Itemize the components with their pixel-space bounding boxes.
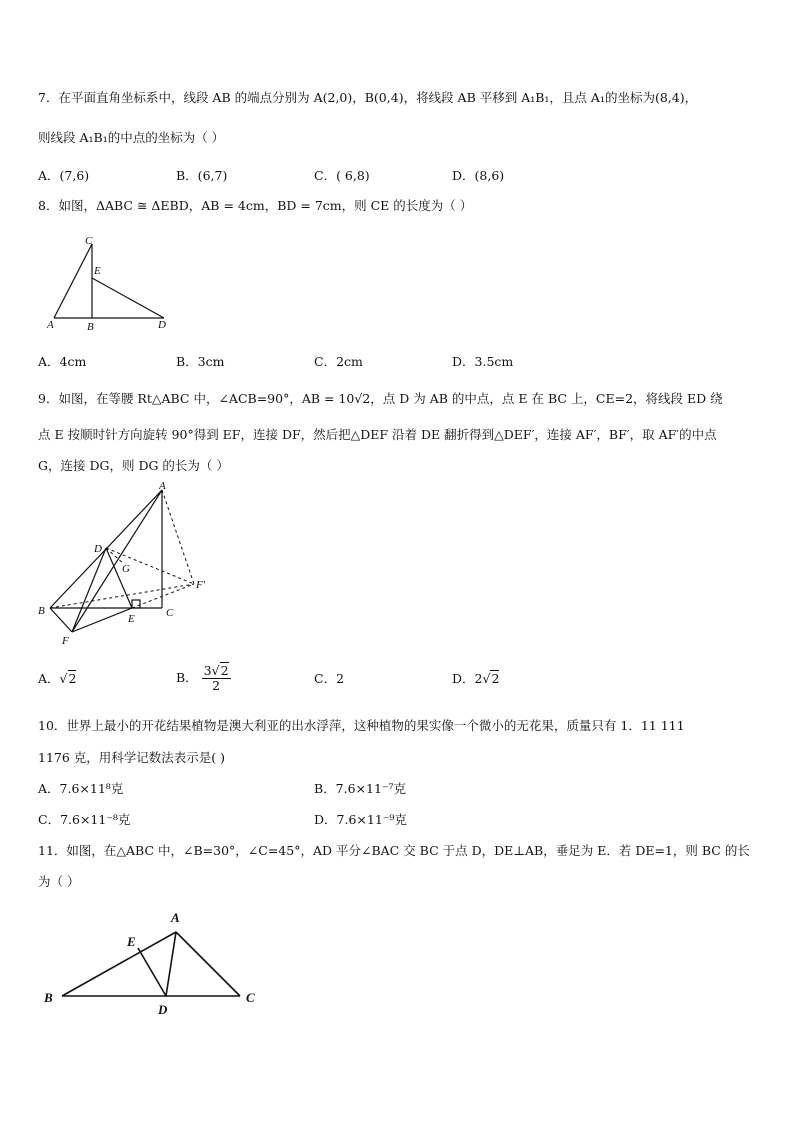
q9-option-c: C．2 <box>314 671 345 686</box>
q8-option-c: C．2cm <box>314 354 363 369</box>
q9-line3: G，连接 DG，则 DG 的长为（ ） <box>38 458 229 473</box>
q9-figure <box>32 476 222 648</box>
q9-segment-bf <box>50 608 72 632</box>
q8-line1: 8．如图，ΔABC ≅ ΔEBD，AB = 4cm，BD = 7cm，则 CE 的长度为（ ） <box>38 198 473 213</box>
q11-label-e: E <box>127 934 136 949</box>
q9-dashed-af-prime <box>162 490 194 584</box>
q11-label-b: B <box>44 990 53 1005</box>
q9-right-angle-mark <box>132 600 140 608</box>
q9-label-c: C <box>166 607 174 619</box>
q8-option-b: B．3cm <box>176 354 225 369</box>
q11-label-a: A <box>171 910 180 925</box>
q9-segment-ef <box>72 608 132 632</box>
q9-dashed-bf-prime <box>50 584 194 608</box>
q9-line2: 点 E 按顺时针方向旋转 90°得到 EF，连接 DF，然后把△DEF 沿着 DE 翻折得到△DEF′，连接 AF′，BF′，取 AF′的中点 <box>38 427 717 442</box>
q8-option-a: A．4cm <box>38 354 87 369</box>
q9-label-e: E <box>128 613 135 625</box>
q9-dashed-ef-prime <box>132 584 194 608</box>
q7-line2: 则线段 A₁B₁的中点的坐标为（ ） <box>38 130 225 145</box>
q11-segment-de <box>138 948 166 996</box>
q10-option-b: B．7.6×11⁻⁷克 <box>314 781 407 796</box>
q8-label-e: E <box>94 265 101 277</box>
q7-option-b: B．(6,7) <box>176 168 228 183</box>
q10-line2: 1176 克，用科学记数法表示是( ) <box>38 750 226 765</box>
q8-option-d: D．3.5cm <box>452 354 514 369</box>
q9-dashed-dg <box>106 548 124 564</box>
q9-label-d: D <box>94 543 102 555</box>
q11-line1: 11．如图，在△ABC 中，∠B=30°，∠C=45°，AD 平分∠BAC 交 BC 于点 D，DE⊥AB，垂足为 E．若 DE=1，则 BC 的长 <box>38 843 750 858</box>
q9-label-f-prime: F′ <box>196 579 206 591</box>
q8-label-d: D <box>158 319 166 331</box>
q11-figure <box>38 904 268 1022</box>
q9-segment-df <box>72 548 106 632</box>
q9-label-b: B <box>38 605 45 617</box>
q10-option-d: D．7.6×11⁻⁹克 <box>314 812 407 827</box>
q7-option-c: C．( 6,8) <box>314 168 370 183</box>
q11-segment-ac <box>176 932 240 996</box>
q9-line1: 9．如图，在等腰 Rt△ABC 中，∠ACB=90°，AB = 10√2，点 D 为 AB 的中点，点 E 在 BC 上，CE=2，将线段 ED 绕 <box>38 391 723 406</box>
q8-segment-ac <box>54 244 92 318</box>
q9-segment-fa <box>72 490 162 632</box>
q8-label-c: C <box>85 235 93 247</box>
q9-option-b-fraction: $\frac{3√2}{2}$ <box>203 663 229 693</box>
q11-label-d: D <box>158 1002 168 1017</box>
q7-line1: 7．在平面直角坐标系中，线段 AB 的端点分别为 A(2,0)，B(0,4)，将线段 AB 平移到 A₁B₁，且点 A₁的坐标为(8,4)， <box>38 90 698 105</box>
q8-label-b: B <box>87 321 94 333</box>
q10-option-c: C．7.6×11⁻⁸克 <box>38 812 131 827</box>
q7-option-d: D．(8,6) <box>452 168 505 183</box>
q11-label-c: C <box>246 990 255 1005</box>
q9-label-g: G <box>122 563 130 575</box>
q8-label-a: A <box>47 319 54 331</box>
q10-option-a: A．7.6×11⁸克 <box>38 781 124 796</box>
q9-option-b: B． $\frac{3√2}{2}$ <box>176 663 229 693</box>
q10-line1: 10．世界上最小的开花结果植物是澳大利亚的出水浮萍，这种植物的果实像一个微小的无花果，质量只有 1．11 111 <box>38 718 685 733</box>
q9-option-a: A．√2 <box>38 671 77 686</box>
q7-option-a: A．(7,6) <box>38 168 90 183</box>
q11-segment-ad <box>166 932 176 996</box>
q11-segment-ba <box>62 932 176 996</box>
q9-option-d: D．2√2 <box>452 671 500 686</box>
q9-label-f: F <box>62 635 69 647</box>
q8-segment-ed <box>92 278 164 318</box>
q9-label-a: A <box>159 480 166 492</box>
q11-line2: 为（ ） <box>38 874 80 889</box>
q8-figure <box>40 232 180 334</box>
